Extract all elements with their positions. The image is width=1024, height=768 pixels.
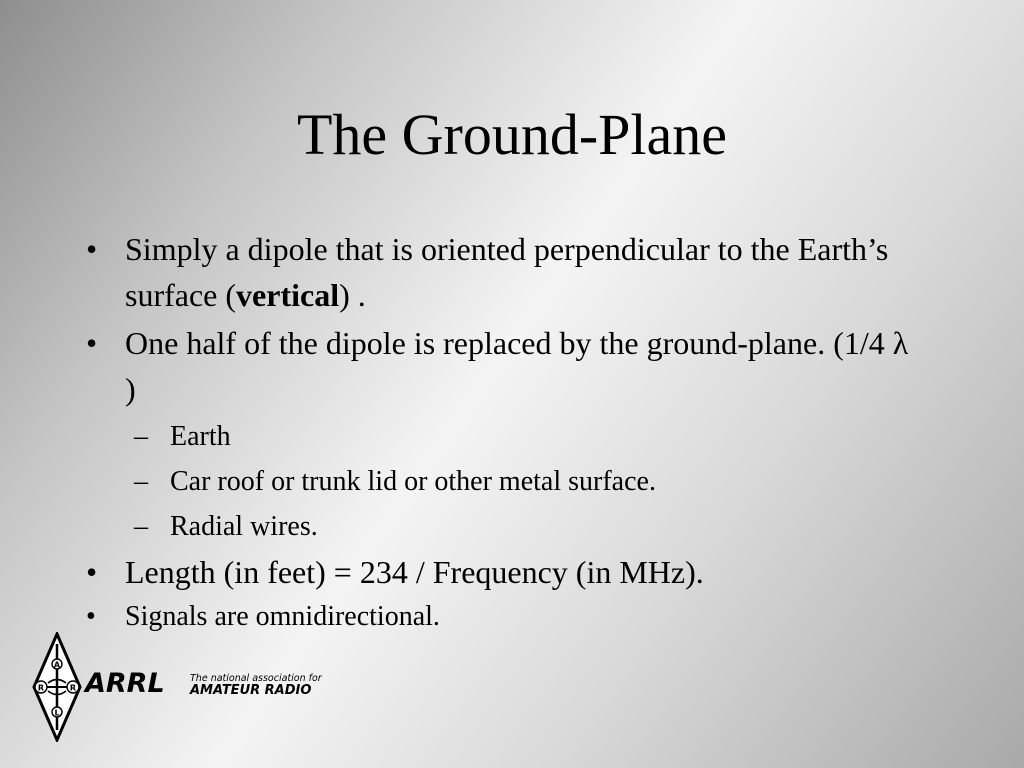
- sub-bullet-item: [84, 414, 924, 459]
- bullet-marker: •: [86, 601, 96, 632]
- bullet-item: [84, 320, 924, 412]
- logo-letter: A: [53, 660, 61, 670]
- sub-bullet-item: [84, 459, 924, 504]
- sub-bullet-marker: –: [134, 421, 148, 452]
- logo-tagline-big: AMATEUR RADIO: [190, 683, 312, 698]
- sub-bullet-text: Radial wires.: [170, 511, 318, 542]
- bullet-text-end: ) .: [339, 277, 366, 313]
- sub-bullet-marker: –: [134, 466, 148, 497]
- diamond-emblem-icon: [30, 632, 84, 742]
- slide-title: The Ground-Plane: [296, 102, 728, 167]
- logo-tagline-small: The national association for: [190, 673, 322, 684]
- bullet-bold-text: vertical: [236, 277, 340, 313]
- logo-tagline: [190, 673, 322, 698]
- lambda-symbol: λ: [892, 325, 909, 361]
- bullet-marker: •: [86, 554, 98, 590]
- bullet-marker: •: [86, 231, 98, 267]
- logo-letter: R: [37, 683, 45, 693]
- arrl-logo: [30, 632, 350, 742]
- bullet-text: Signals are omnidirectional.: [125, 601, 440, 632]
- bullet-item: [84, 597, 924, 637]
- sub-bullet-text: Earth: [170, 421, 231, 452]
- bullet-item: [84, 226, 924, 318]
- logo-letter: L: [54, 708, 60, 718]
- sub-bullet-item: [84, 504, 924, 549]
- bullet-text-end: ): [125, 371, 136, 407]
- bullet-list: [84, 226, 924, 639]
- bullet-item: [84, 549, 924, 595]
- bullet-marker: •: [86, 325, 98, 361]
- sub-bullet-marker: –: [134, 511, 148, 542]
- logo-letter: R: [69, 683, 77, 693]
- sub-bullet-text: Car roof or trunk lid or other metal surface.: [170, 466, 656, 497]
- bullet-text: One half of the dipole is replaced by the ground-plane. (1/4: [125, 325, 893, 361]
- bullet-text: Length (in feet) = 234 / Frequency (in MHz).: [125, 554, 704, 590]
- bullet-text: Simply a dipole that is oriented perpendicular to the Earth’s surface (: [125, 231, 889, 313]
- logo-wordmark: ARRL: [85, 668, 165, 699]
